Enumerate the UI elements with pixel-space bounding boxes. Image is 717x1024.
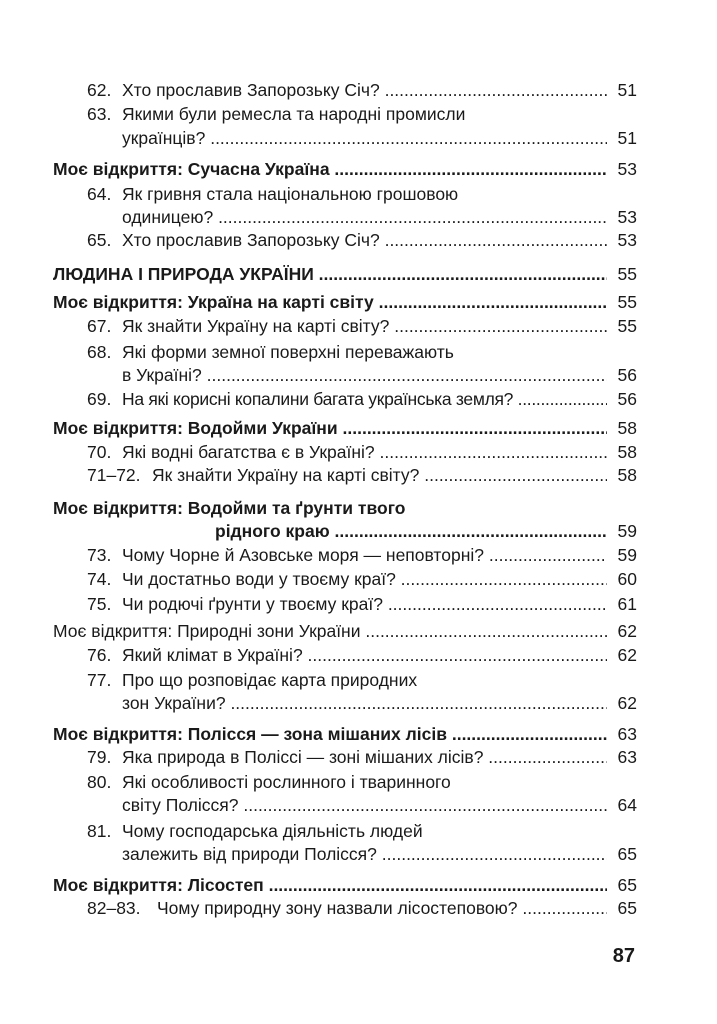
section-title: Моє відкриття: Водойми та ґрунти твого xyxy=(53,498,406,518)
entry-title: одиницею? ..... xyxy=(122,205,637,229)
toc-entry xyxy=(0,770,717,794)
entry-number: 82–83. xyxy=(87,898,141,918)
entry-page: 60 xyxy=(607,567,637,591)
entry-page: 59 xyxy=(607,543,637,567)
toc-entry xyxy=(0,228,717,252)
entry-page: 59 xyxy=(607,519,637,543)
entry-title: Який клімат в Україні? ..... xyxy=(122,643,637,667)
entry-page: 53 xyxy=(607,157,637,181)
toc-entry xyxy=(0,896,717,920)
entry-page: 58 xyxy=(607,440,637,464)
entry-page: 65 xyxy=(607,842,637,866)
entry-page: 63 xyxy=(607,722,637,746)
entry-title: українців? ..... xyxy=(122,126,637,150)
section-heading xyxy=(0,416,717,440)
toc-entry xyxy=(0,592,717,616)
entry-title: залежить від природи Полісся? ..... xyxy=(122,842,637,866)
entry-page: 56 xyxy=(607,387,637,411)
section-heading xyxy=(0,873,717,897)
entry-title: Як гривня стала національною грошовою xyxy=(122,184,459,204)
entry-number: 62. xyxy=(87,80,112,100)
section-title: Моє відкриття: Україна на карті світу ..... xyxy=(53,290,637,314)
toc-entry-continuation xyxy=(0,793,717,817)
entry-title: зон України? ..... xyxy=(122,691,637,715)
toc-entry-continuation xyxy=(0,363,717,387)
part-title: ЛЮДИНА І ПРИРОДА УКРАЇНИ ..... xyxy=(53,262,637,286)
section-title: рідного краю ..... xyxy=(215,519,637,543)
entry-number: 73. xyxy=(87,545,112,565)
section-heading xyxy=(0,619,717,643)
entry-title: Які особливості рослинного і тваринного xyxy=(122,772,451,792)
toc-entry xyxy=(0,745,717,769)
toc-entry xyxy=(0,643,717,667)
entry-page: 65 xyxy=(607,873,637,897)
entry-number: 75. xyxy=(87,594,112,614)
entry-title: Які водні багатства є в Україні? ..... xyxy=(122,440,637,464)
entry-page: 61 xyxy=(607,592,637,616)
entry-page: 55 xyxy=(607,290,637,314)
entry-title: Чому Чорне й Азовське моря — неповторні? ..... xyxy=(122,543,637,567)
toc-entry-continuation xyxy=(0,205,717,229)
entry-title: світу Полісся? ..... xyxy=(122,793,637,817)
entry-title: Чи достатньо води у твоєму краї? ..... xyxy=(122,567,637,591)
toc-entry-continuation xyxy=(0,842,717,866)
entry-number: 76. xyxy=(87,645,112,665)
section-heading xyxy=(0,157,717,181)
section-heading xyxy=(0,496,717,520)
toc-entry xyxy=(0,543,717,567)
entry-page: 58 xyxy=(607,463,637,487)
entry-title: в Україні? ..... xyxy=(122,363,637,387)
toc-entry xyxy=(0,78,717,102)
entry-title: Якими були ремесла та народні промисли xyxy=(122,104,466,124)
section-title: Моє відкриття: Водойми України ..... xyxy=(53,416,637,440)
entry-page: 53 xyxy=(607,228,637,252)
entry-number: 80. xyxy=(87,772,112,792)
entry-title: Чому природну зону назвали лісостеповою? ..... xyxy=(157,896,637,920)
toc-entry xyxy=(0,567,717,591)
toc-entry xyxy=(0,668,717,692)
toc-entry xyxy=(0,387,717,411)
entry-number: 79. xyxy=(87,747,112,767)
entry-number: 69. xyxy=(87,389,112,409)
entry-number: 77. xyxy=(87,670,112,690)
entry-page: 65 xyxy=(607,896,637,920)
entry-number: 70. xyxy=(87,442,112,462)
toc-entry xyxy=(0,463,717,487)
toc-entry xyxy=(0,819,717,843)
section-title: Моє відкриття: Полісся — зона мішаних лісів ..... xyxy=(53,722,637,746)
entry-number: 64. xyxy=(87,184,112,204)
entry-title: Які форми земної поверхні переважають xyxy=(122,342,454,362)
entry-title: Як знайти Україну на карті світу? ..... xyxy=(122,314,637,338)
toc-entry-continuation xyxy=(0,126,717,150)
toc-entry xyxy=(0,182,717,206)
entry-page: 63 xyxy=(607,745,637,769)
entry-number: 81. xyxy=(87,821,112,841)
entry-page: 53 xyxy=(607,205,637,229)
section-heading xyxy=(0,722,717,746)
toc-entry xyxy=(0,102,717,126)
entry-page: 58 xyxy=(607,416,637,440)
entry-title: Чому господарська діяльність людей xyxy=(122,821,423,841)
entry-title: Як знайти Україну на карті світу? ..... xyxy=(152,463,637,487)
entry-number: 63. xyxy=(87,104,112,124)
entry-title: Хто прославив Запорозьку Січ? ..... xyxy=(122,228,637,252)
toc-entry-continuation xyxy=(0,691,717,715)
entry-number: 68. xyxy=(87,342,112,362)
entry-title: Чи родючі ґрунти у твоєму краї? ..... xyxy=(122,592,637,616)
entry-page: 64 xyxy=(607,793,637,817)
toc-entry xyxy=(0,440,717,464)
entry-title: На які корисні копалини багата українська земля? ..... xyxy=(122,387,637,411)
entry-page: 62 xyxy=(607,691,637,715)
entry-page: 51 xyxy=(607,78,637,102)
entry-page: 51 xyxy=(607,126,637,150)
section-title: Моє відкриття: Сучасна Україна ..... xyxy=(53,157,637,181)
entry-title: Яка природа в Поліссі — зоні мішаних лісів? ..... xyxy=(122,745,637,769)
entry-number: 67. xyxy=(87,316,112,336)
entry-page: 56 xyxy=(607,363,637,387)
toc-entry xyxy=(0,340,717,364)
entry-page: 62 xyxy=(607,619,637,643)
entry-page: 62 xyxy=(607,643,637,667)
section-title: Моє відкриття: Природні зони України ..... xyxy=(53,619,637,643)
entry-number: 71–72. xyxy=(87,465,141,485)
entry-page: 55 xyxy=(607,314,637,338)
entry-number: 65. xyxy=(87,230,112,250)
section-heading-continuation xyxy=(0,519,717,543)
entry-title: Про що розповідає карта природних xyxy=(122,670,418,690)
entry-number: 74. xyxy=(87,569,112,589)
part-heading xyxy=(0,262,717,286)
entry-page: 55 xyxy=(607,262,637,286)
section-heading xyxy=(0,290,717,314)
page-number: 87 xyxy=(612,945,635,967)
section-title: Моє відкриття: Лісостеп ..... xyxy=(53,873,637,897)
toc-entry xyxy=(0,314,717,338)
entry-title: Хто прославив Запорозьку Січ? ..... xyxy=(122,78,637,102)
